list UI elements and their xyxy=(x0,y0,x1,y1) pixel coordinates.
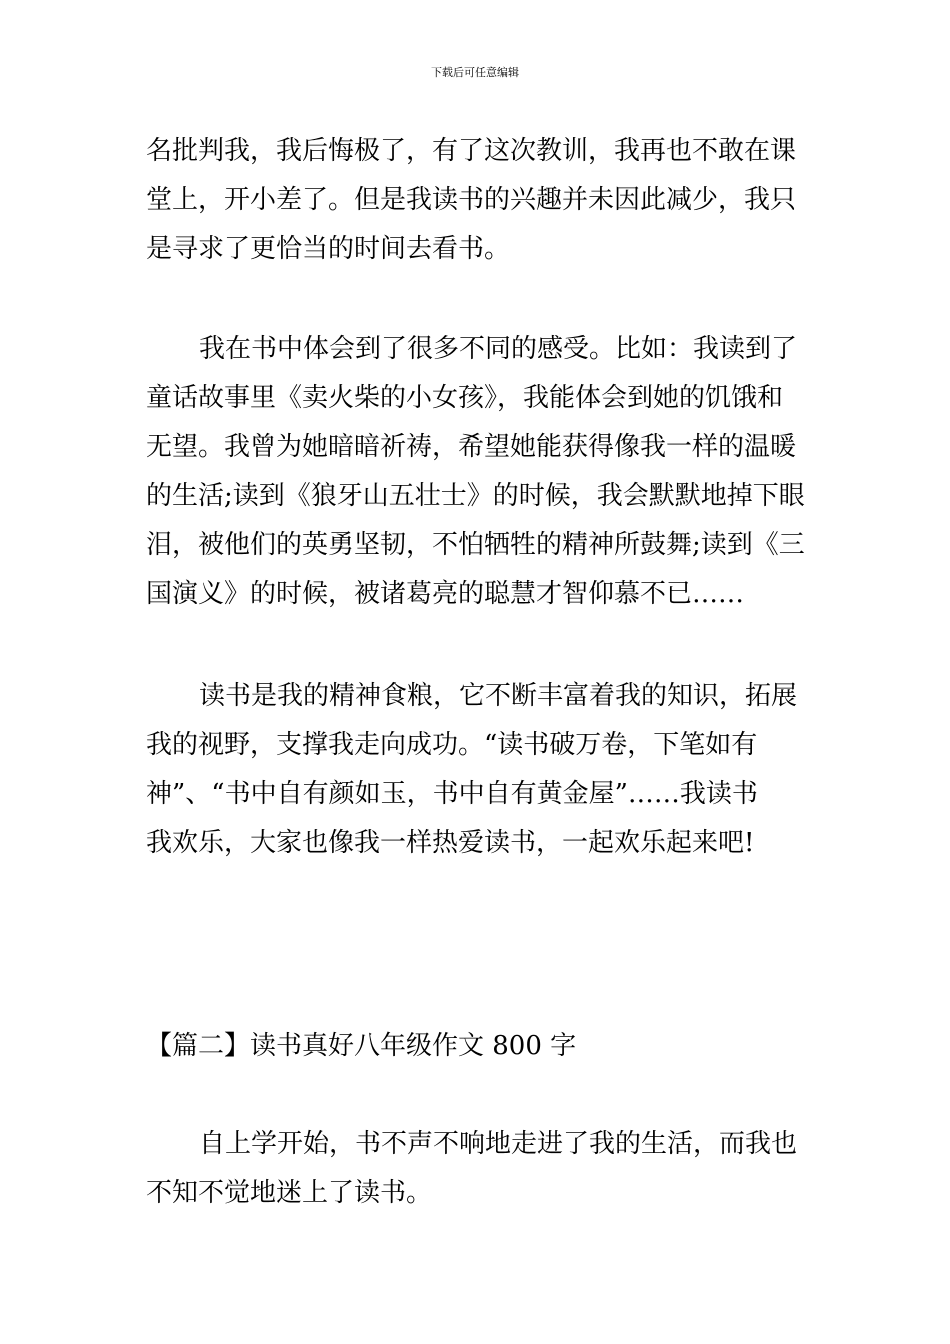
paragraph-line: 童话故事里《卖火柴的小女孩》，我能体会到她的饥饿和 xyxy=(146,383,784,413)
page-header: 下载后可任意编辑 xyxy=(431,66,519,79)
paragraph-line: 泪，被他们的英勇坚韧，不怕牺牲的精神所鼓舞;读到《三 xyxy=(146,530,805,560)
paragraph-line: 读书是我的精神食粮，它不断丰富着我的知识，拓展 xyxy=(199,681,798,711)
paragraph-line: 不知不觉地迷上了读书。 xyxy=(146,1178,433,1208)
paragraph-line: 我欢乐，大家也像我一样热爱读书，一起欢乐起来吧! xyxy=(146,828,755,858)
paragraph-line: 自上学开始，书不声不响地走进了我的生活，而我也 xyxy=(199,1129,798,1159)
section-heading xyxy=(146,1022,808,1071)
paragraph-line: 神”、“书中自有颜如玉，书中自有黄金屋”……我读书 xyxy=(146,779,758,809)
paragraph-line: 堂上，开小差了。但是我读书的兴趣并未因此减少，我只 xyxy=(146,185,797,215)
paragraph-continuation xyxy=(146,127,808,274)
paragraph-spiritual-food xyxy=(146,672,808,868)
paragraph-line: 名批判我，我后悔极了，有了这次教训，我再也不敢在课 xyxy=(146,136,797,166)
paragraph-feelings xyxy=(146,325,808,619)
paragraph-line: 国演义》的时候，被诸葛亮的聪慧才智仰慕不已…… xyxy=(146,579,745,609)
paragraph-line: 我在书中体会到了很多不同的感受。比如：我读到了 xyxy=(199,334,798,364)
paragraph-line: 是寻求了更恰当的时间去看书。 xyxy=(146,234,511,264)
paragraph-line: 我的视野，支撑我走向成功。“读书破万卷，下笔如有 xyxy=(146,730,758,760)
section-title: 【篇二】读书真好八年级作文 800 字 xyxy=(146,1031,577,1061)
paragraph-intro xyxy=(146,1120,808,1218)
paragraph-line: 的生活;读到《狼牙山五壮士》的时候，我会默默地掉下眼 xyxy=(146,481,805,511)
paragraph-line: 无望。我曾为她暗暗祈祷，希望她能获得像我一样的温暖 xyxy=(146,432,797,462)
